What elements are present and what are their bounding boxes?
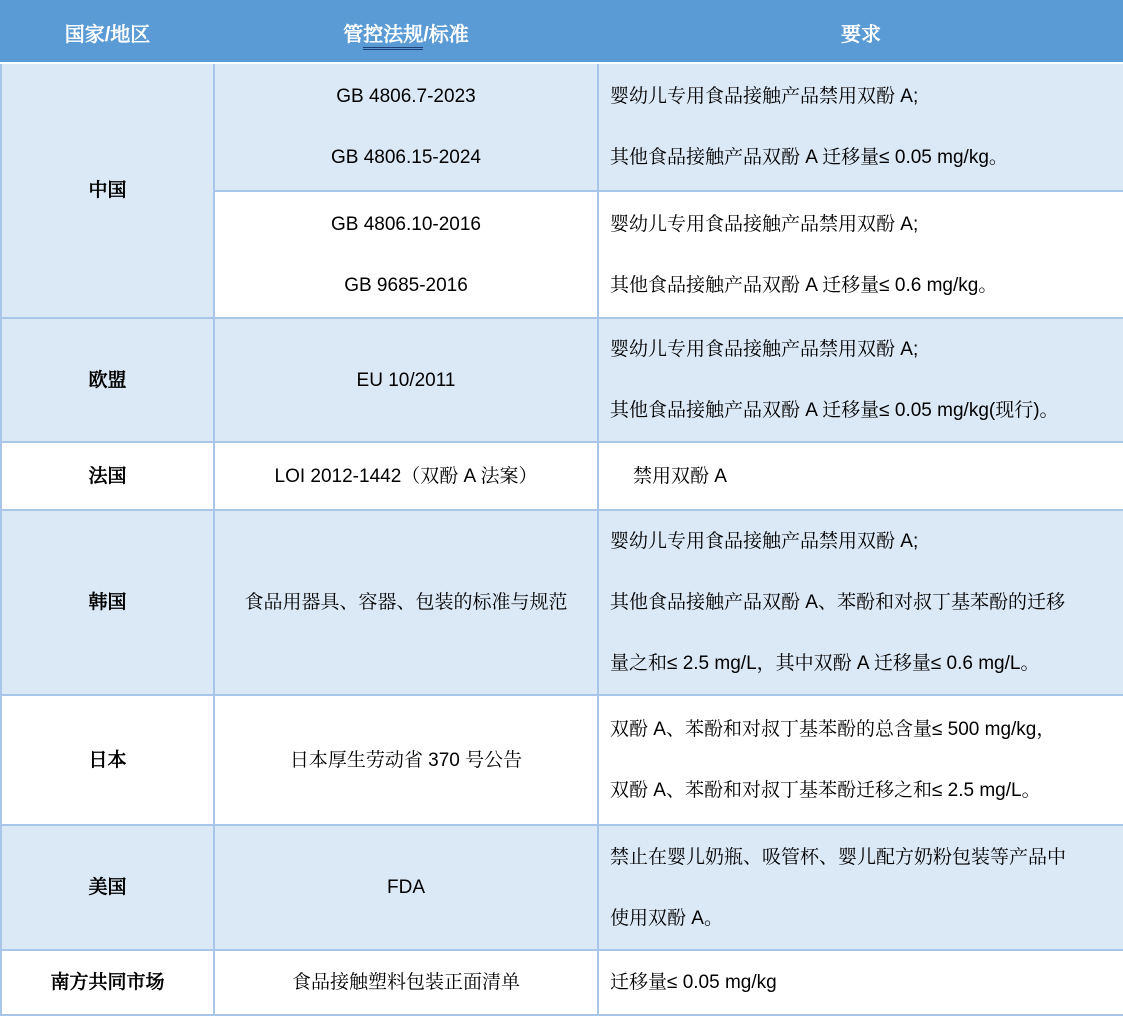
header-regulation-pre: 管 — [343, 23, 364, 46]
requirement-line: 量之和≤ 2.5 mg/L，其中双酚 A 迁移量≤ 0.6 mg/L。 — [610, 653, 1040, 674]
standard-line: GB 4806.10-2016 — [330, 213, 481, 235]
table-row-japan — [1, 695, 1123, 825]
standard-line: LOI 2012-1442（双酚 A 法案） — [274, 465, 538, 487]
requirements-cell — [598, 510, 1123, 695]
requirement-line: 禁用双酚 A — [633, 465, 727, 487]
table-row-china-1 — [1, 63, 1123, 191]
standards-cell — [214, 442, 598, 510]
country-cell-korea — [1, 510, 214, 695]
requirement-line: 使用双酚 A。 — [610, 907, 723, 929]
header-regulation-underlined: 控法规 — [363, 24, 423, 50]
country-cell-usa — [1, 825, 214, 950]
standard-line: FDA — [387, 877, 425, 898]
country-label: 韩国 — [88, 592, 127, 613]
country-label: 法国 — [88, 465, 127, 487]
standard-line: GB 9685-2016 — [344, 274, 468, 296]
country-label: 中国 — [88, 180, 127, 201]
requirements-cell — [598, 63, 1123, 191]
standard-line: 日本厚生劳动省 370 号公告 — [289, 749, 523, 771]
requirements-cell — [598, 442, 1123, 510]
country-cell-eu — [1, 318, 214, 442]
requirement-line: 其他食品接触产品双酚 A 迁移量≤ 0.05 mg/kg(现行)。 — [610, 400, 1059, 421]
table-row-eu — [1, 318, 1123, 442]
table-row-korea — [1, 510, 1123, 695]
country-cell-mercosur — [1, 950, 214, 1015]
standard-line: EU 10/2011 — [356, 369, 456, 391]
requirement-line: 婴幼儿专用食品接触产品禁用双酚 A; — [610, 531, 919, 552]
country-label: 南方共同市场 — [50, 972, 165, 993]
standards-cell — [214, 510, 598, 695]
standard-line: 食品用器具、容器、包装的标准与规范 — [244, 592, 568, 613]
header-regulation — [214, 1, 598, 63]
requirements-cell — [598, 318, 1123, 442]
standards-cell — [214, 950, 598, 1015]
standard-line: GB 4806.7-2023 — [336, 86, 476, 107]
requirements-cell — [598, 825, 1123, 950]
standards-cell — [214, 63, 598, 191]
requirement-line: 迁移量≤ 0.05 mg/kg — [610, 972, 777, 993]
requirement-line: 婴幼儿专用食品接触产品禁用双酚 A; — [610, 339, 919, 360]
header-country: 国家/地区 — [1, 1, 214, 63]
requirement-line: 婴幼儿专用食品接触产品禁用双酚 A; — [610, 86, 919, 107]
header-requirement: 要求 — [598, 1, 1123, 63]
table-row-usa — [1, 825, 1123, 950]
requirements-cell — [598, 191, 1123, 318]
requirement-line: 其他食品接触产品双酚 A 迁移量≤ 0.6 mg/kg。 — [610, 274, 998, 296]
requirements-cell — [598, 695, 1123, 825]
requirement-line: 其他食品接触产品双酚 A 迁移量≤ 0.05 mg/kg。 — [610, 147, 1008, 168]
header-row — [1, 1, 1123, 63]
requirements-cell — [598, 950, 1123, 1015]
standard-line: 食品接触塑料包装正面清单 — [291, 972, 520, 993]
standards-cell — [214, 191, 598, 318]
country-label: 美国 — [88, 877, 127, 898]
requirement-line: 其他食品接触产品双酚 A、苯酚和对叔丁基苯酚的迁移 — [610, 592, 1065, 613]
header-regulation-post: /标准 — [423, 23, 469, 46]
standard-line: GB 4806.15-2024 — [330, 147, 481, 168]
standards-cell — [214, 825, 598, 950]
standards-cell — [214, 318, 598, 442]
requirement-line: 双酚 A、苯酚和对叔丁基苯酚迁移之和≤ 2.5 mg/L。 — [610, 780, 1041, 801]
country-cell-japan — [1, 695, 214, 825]
requirement-line: 双酚 A、苯酚和对叔丁基苯酚的总含量≤ 500 mg/kg， — [610, 719, 1056, 740]
standards-cell — [214, 695, 598, 825]
table-row-france — [1, 442, 1123, 510]
country-cell-france — [1, 442, 214, 510]
requirement-line: 禁止在婴儿奶瓶、吸管杯、婴儿配方奶粉包装等产品中 — [610, 846, 1067, 868]
country-cell-china — [1, 63, 214, 318]
table-row-mercosur — [1, 950, 1123, 1015]
requirement-line: 婴幼儿专用食品接触产品禁用双酚 A; — [610, 213, 919, 235]
country-label: 欧盟 — [88, 369, 127, 391]
country-label: 日本 — [88, 749, 127, 771]
